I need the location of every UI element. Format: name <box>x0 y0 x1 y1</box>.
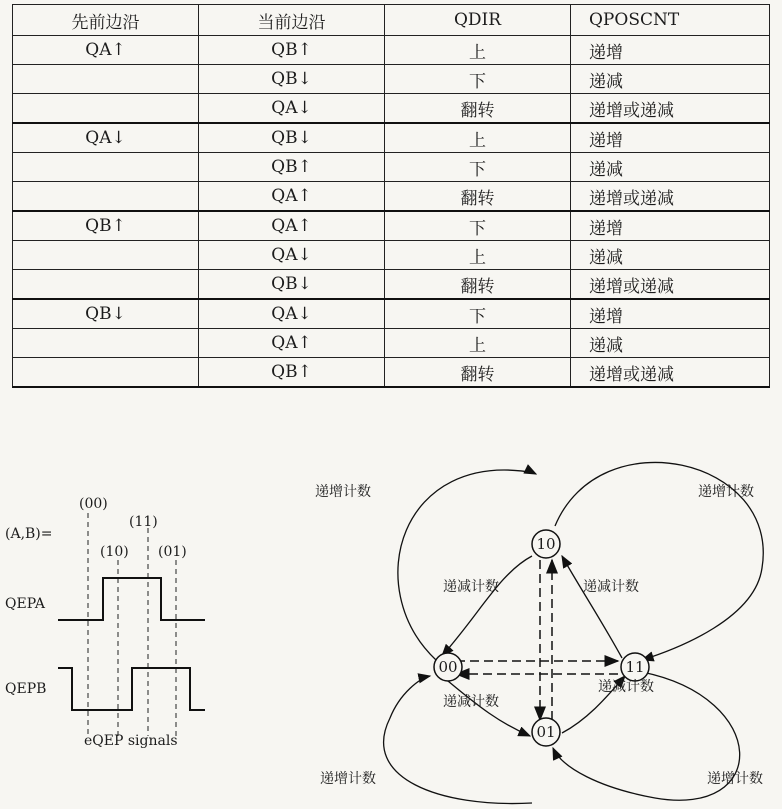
table-row <box>13 299 770 329</box>
cell-previous-edge <box>13 241 199 270</box>
cell-current-edge: QB↓ <box>199 270 385 300</box>
cell-previous-edge <box>13 270 199 300</box>
cell-qdir: 上 <box>385 123 571 153</box>
cell-qposcnt: 递增或递减 <box>571 358 770 388</box>
outer-label-bottom-left: 递增计数 <box>320 771 376 787</box>
state-label-01: (01) <box>158 544 187 560</box>
state-node-01-label: 01 <box>536 723 556 741</box>
state-node-01 <box>532 718 560 746</box>
arc-10-to-00 <box>442 556 532 656</box>
cell-qdir: 下 <box>385 299 571 329</box>
signal-b-waveform <box>58 668 205 710</box>
outer-label-top-right: 递增计数 <box>698 484 754 500</box>
cell-current-edge: QB↑ <box>199 153 385 182</box>
table-row <box>13 123 770 153</box>
table-row <box>13 94 770 124</box>
cell-qposcnt: 递增或递减 <box>571 182 770 212</box>
state-label-00: (00) <box>79 496 108 512</box>
cell-current-edge: QB↑ <box>199 36 385 65</box>
cell-qposcnt: 递减 <box>571 329 770 358</box>
inner-label-bottom-right: 递减计数 <box>598 679 654 695</box>
arc-00-to-10 <box>398 470 535 660</box>
cell-qdir: 翻转 <box>385 270 571 300</box>
cell-qdir: 下 <box>385 65 571 94</box>
cell-qposcnt: 递减 <box>571 241 770 270</box>
table-header-row <box>13 5 770 36</box>
cell-previous-edge: QB↓ <box>13 299 199 329</box>
cell-previous-edge <box>13 153 199 182</box>
cell-qposcnt: 递增 <box>571 36 770 65</box>
state-label-11: (11) <box>129 514 158 530</box>
state-label-10: (10) <box>100 544 129 560</box>
outer-label-bottom-right: 递增计数 <box>707 771 763 787</box>
table-row <box>13 36 770 65</box>
inner-label-top-left: 递减计数 <box>443 579 499 595</box>
header-current-edge: 当前边沿 <box>199 5 385 36</box>
cell-qposcnt: 递增或递减 <box>571 94 770 124</box>
state-node-11-label: 11 <box>625 658 645 676</box>
cell-qposcnt: 递增或递减 <box>571 270 770 300</box>
cell-qdir: 下 <box>385 153 571 182</box>
arc-11-to-10 <box>562 556 622 658</box>
table-row <box>13 241 770 270</box>
cell-qposcnt: 递减 <box>571 153 770 182</box>
cell-current-edge: QA↑ <box>199 182 385 212</box>
cell-qdir: 上 <box>385 241 571 270</box>
table-row <box>13 153 770 182</box>
state-node-10 <box>532 530 560 558</box>
ab-label: (A,B)= <box>5 526 53 542</box>
outer-label-top-left: 递增计数 <box>315 484 371 500</box>
state-node-00-label: 00 <box>438 658 458 676</box>
cell-qposcnt: 递增 <box>571 211 770 241</box>
cell-qdir: 上 <box>385 36 571 65</box>
table-row <box>13 329 770 358</box>
table-row <box>13 182 770 212</box>
cell-previous-edge: QA↑ <box>13 36 199 65</box>
cell-current-edge: QB↓ <box>199 65 385 94</box>
cell-qdir: 下 <box>385 211 571 241</box>
header-previous-edge: 先前边沿 <box>13 5 199 36</box>
cell-previous-edge <box>13 94 199 124</box>
cell-qposcnt: 递减 <box>571 65 770 94</box>
cell-current-edge: QA↓ <box>199 241 385 270</box>
header-qposcnt: QPOSCNT <box>571 5 770 36</box>
cell-current-edge: QB↓ <box>199 123 385 153</box>
cell-qdir: 翻转 <box>385 94 571 124</box>
table-row <box>13 211 770 241</box>
signal-b-label: QEPB <box>5 681 47 697</box>
cell-previous-edge: QA↓ <box>13 123 199 153</box>
table-row <box>13 270 770 300</box>
cell-previous-edge <box>13 65 199 94</box>
table-row <box>13 65 770 94</box>
cell-qdir: 上 <box>385 329 571 358</box>
cell-previous-edge <box>13 329 199 358</box>
inner-label-top-right: 递减计数 <box>583 579 639 595</box>
cell-current-edge: QA↓ <box>199 299 385 329</box>
cell-current-edge: QA↓ <box>199 94 385 124</box>
table-row <box>13 358 770 388</box>
waveform-caption: eQEP signals <box>84 733 178 749</box>
waveform-figure <box>0 448 240 768</box>
inner-label-bottom-left: 递减计数 <box>443 694 499 710</box>
cell-qdir: 翻转 <box>385 182 571 212</box>
state-node-10-label: 10 <box>536 535 556 553</box>
cell-current-edge: QA↑ <box>199 211 385 241</box>
transition-table <box>12 4 770 388</box>
cell-qposcnt: 递增 <box>571 299 770 329</box>
cell-previous-edge: QB↑ <box>13 211 199 241</box>
cell-qposcnt: 递增 <box>571 123 770 153</box>
cell-current-edge: QA↑ <box>199 329 385 358</box>
header-qdir: QDIR <box>385 5 571 36</box>
signal-a-waveform <box>58 578 205 620</box>
state-node-11 <box>621 653 649 681</box>
cell-previous-edge <box>13 358 199 388</box>
cell-qdir: 翻转 <box>385 358 571 388</box>
state-node-00 <box>434 653 462 681</box>
state-diagram <box>300 448 782 809</box>
cell-current-edge: QB↑ <box>199 358 385 388</box>
signal-a-label: QEPA <box>5 596 45 612</box>
cell-previous-edge <box>13 182 199 212</box>
